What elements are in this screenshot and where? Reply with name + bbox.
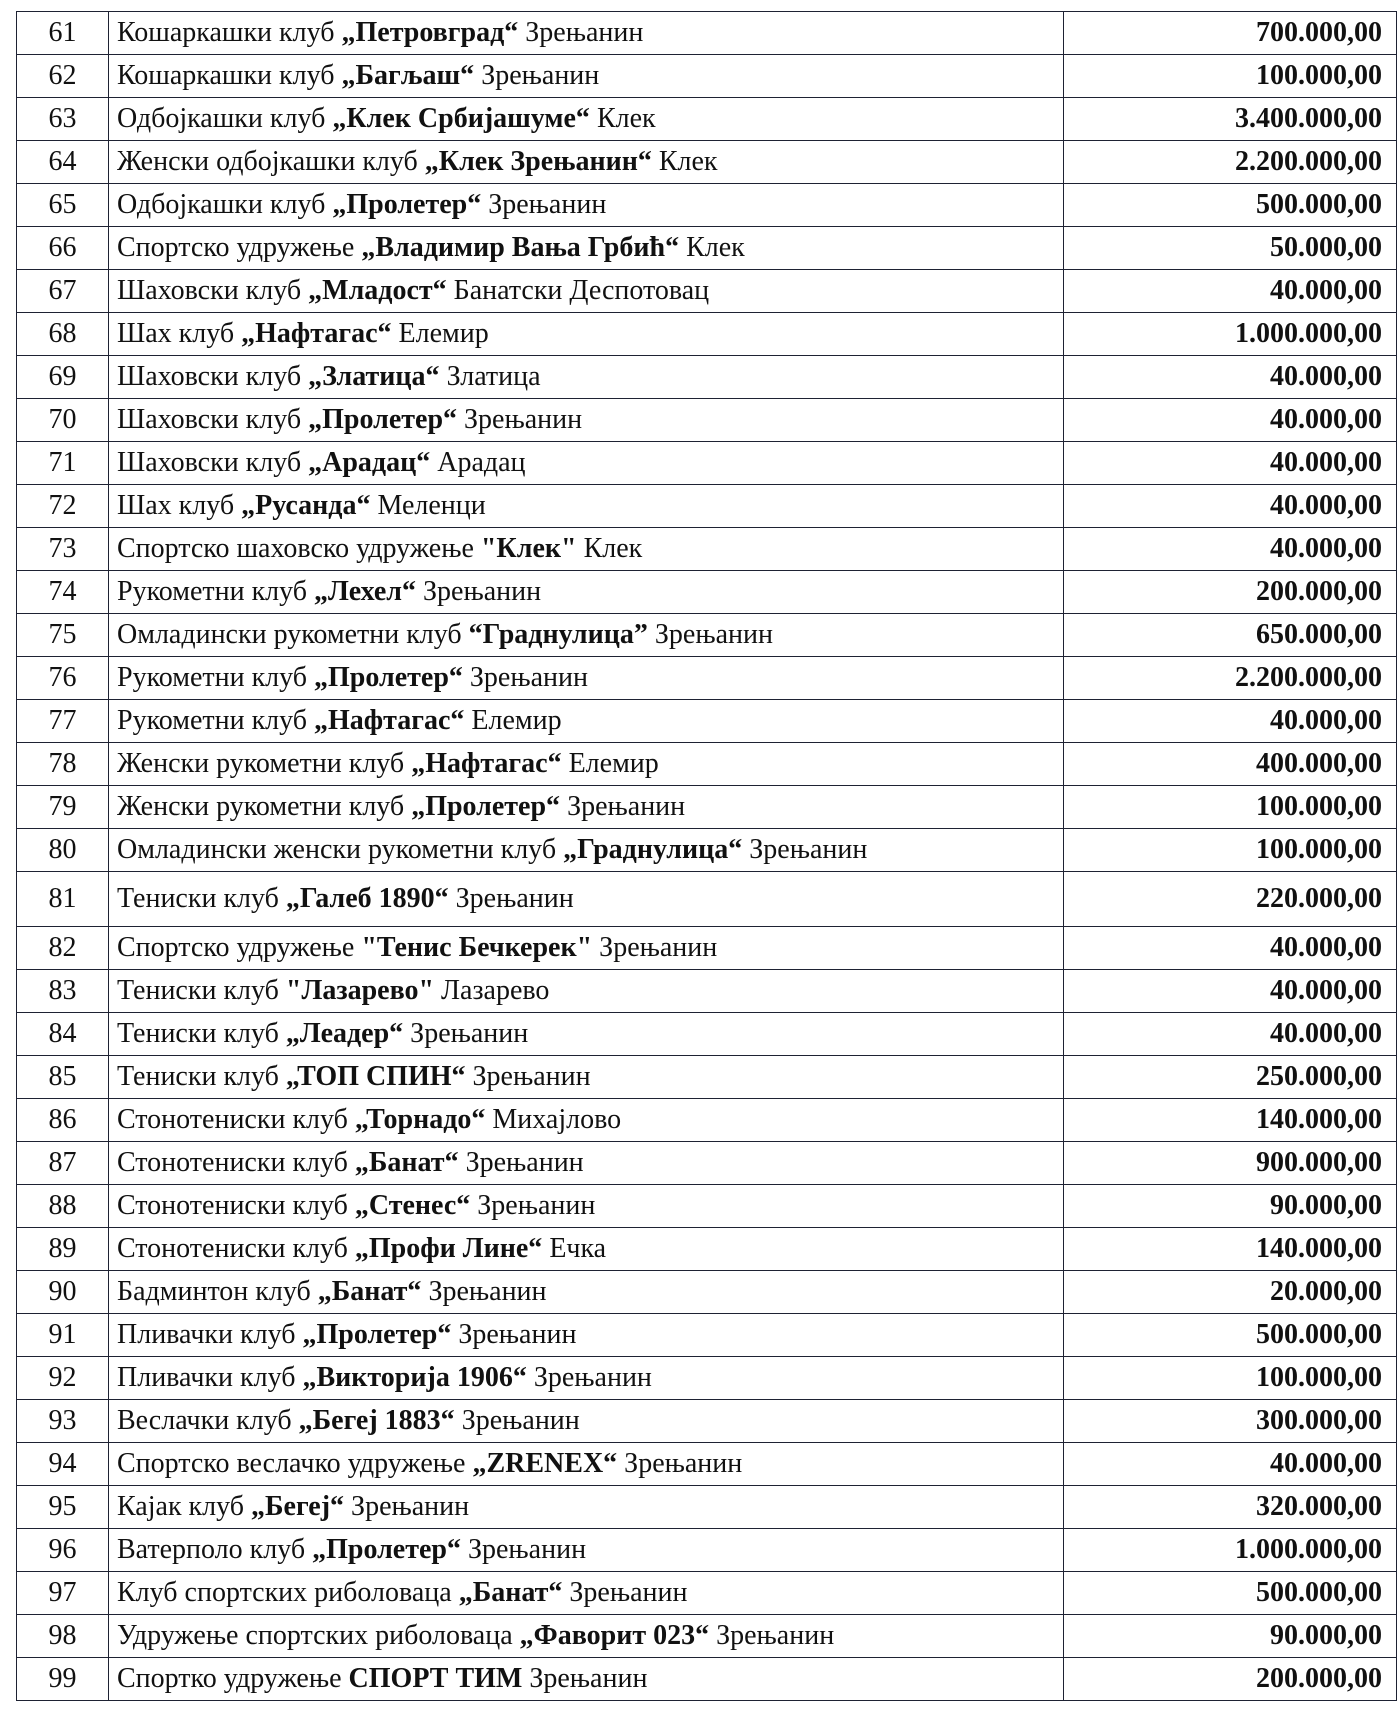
organization-title: „Торнадо“	[354, 1104, 486, 1135]
organization-title: „Пролетер“	[312, 1534, 461, 1565]
organization-name	[109, 1271, 1064, 1314]
grant-amount: 200.000,00	[1064, 1658, 1397, 1701]
organization-title: СПОРТ ТИМ	[348, 1663, 523, 1694]
organization-city: Зрењанин	[709, 1620, 835, 1651]
row-number: 62	[17, 55, 109, 98]
organization-type: Стонотениски клуб	[117, 1104, 355, 1135]
organization-title: „Профи Лине“	[354, 1233, 543, 1264]
organization-type: Спортко удружење	[117, 1663, 349, 1694]
row-number: 75	[17, 614, 109, 657]
organization-type: Кошаркашки клуб	[117, 60, 342, 91]
organization-name	[109, 485, 1064, 528]
grant-amount: 40.000,00	[1064, 270, 1397, 313]
organization-city: Зрењанин	[454, 1405, 580, 1436]
grant-amount: 700.000,00	[1064, 12, 1397, 55]
organization-name	[109, 1056, 1064, 1099]
organization-type: Омладински рукометни клуб	[117, 619, 469, 650]
grant-amount: 40.000,00	[1064, 528, 1397, 571]
row-number: 81	[17, 872, 109, 927]
grant-amount: 1.000.000,00	[1064, 313, 1397, 356]
table-row	[17, 927, 1397, 970]
organization-type: Кошаркашки клуб	[117, 17, 342, 48]
organization-type: Одбојкашки клуб	[117, 103, 333, 134]
row-number: 99	[17, 1658, 109, 1701]
grant-amount: 140.000,00	[1064, 1099, 1397, 1142]
organization-type: Кајак клуб	[117, 1491, 251, 1522]
organization-city: Зрењанин	[448, 883, 574, 914]
organization-type: Пливачки клуб	[117, 1319, 303, 1350]
organization-type: Тениски клуб	[117, 1061, 286, 1092]
organization-name	[109, 970, 1064, 1013]
organization-city: Зрењанин	[562, 1577, 688, 1608]
organization-city: Зрењанин	[592, 932, 718, 963]
row-number: 72	[17, 485, 109, 528]
organization-title: „Пролетер“	[411, 791, 561, 822]
organization-title: „Лехел“	[314, 576, 417, 607]
organization-name	[109, 1314, 1064, 1357]
row-number: 97	[17, 1572, 109, 1615]
organization-city: Зрењанин	[617, 1448, 743, 1479]
organization-name	[109, 571, 1064, 614]
organization-type: Клуб спортских риболоваца	[117, 1577, 459, 1608]
organization-title: „Клек Зрењанин“	[424, 146, 652, 177]
table-row	[17, 313, 1397, 356]
organization-name	[109, 1400, 1064, 1443]
grant-amount: 40.000,00	[1064, 970, 1397, 1013]
table-row	[17, 356, 1397, 399]
organization-name	[109, 657, 1064, 700]
table-row	[17, 270, 1397, 313]
row-number: 93	[17, 1400, 109, 1443]
table-row	[17, 872, 1397, 927]
organization-city: Зрењанин	[518, 17, 644, 48]
organization-title: „Нафтагас“	[411, 748, 562, 779]
organization-title: "Тенис Бечкерек"	[361, 932, 593, 963]
table-row	[17, 970, 1397, 1013]
organization-city: Зрењанин	[481, 189, 607, 220]
organization-city: Банатски Деспотовац	[446, 275, 710, 306]
organization-title: “Граднулица”	[468, 619, 648, 650]
grant-amount: 100.000,00	[1064, 786, 1397, 829]
organization-title: „Галеб 1890“	[285, 883, 449, 914]
organization-name	[109, 1357, 1064, 1400]
table-row	[17, 571, 1397, 614]
organization-type: Шаховски клуб	[117, 275, 309, 306]
table-row	[17, 141, 1397, 184]
organization-title: „Нафтагас“	[241, 318, 392, 349]
table-row	[17, 1271, 1397, 1314]
grant-amount: 250.000,00	[1064, 1056, 1397, 1099]
row-number: 67	[17, 270, 109, 313]
grant-amount: 500.000,00	[1064, 1314, 1397, 1357]
grant-amount: 40.000,00	[1064, 1013, 1397, 1056]
organization-name	[109, 184, 1064, 227]
organization-city: Елемир	[561, 748, 659, 779]
organization-title: „Банат“	[317, 1276, 422, 1307]
organization-title: "Лазарево"	[285, 975, 435, 1006]
organization-title: „Бегеј 1883“	[298, 1405, 455, 1436]
organization-type: Стонотениски клуб	[117, 1147, 355, 1178]
row-number: 76	[17, 657, 109, 700]
organization-name	[109, 1228, 1064, 1271]
organization-title: „Пролетер“	[302, 1319, 452, 1350]
grant-amount: 900.000,00	[1064, 1142, 1397, 1185]
organization-name	[109, 1142, 1064, 1185]
table-row	[17, 1400, 1397, 1443]
table-row	[17, 1615, 1397, 1658]
organization-type: Женски одбојкашки клуб	[117, 146, 425, 177]
organization-type: Стонотениски клуб	[117, 1190, 355, 1221]
organization-type: Ватерполо клуб	[117, 1534, 313, 1565]
row-number: 98	[17, 1615, 109, 1658]
grant-amount: 40.000,00	[1064, 1443, 1397, 1486]
row-number: 86	[17, 1099, 109, 1142]
organization-title: „Русанда“	[241, 490, 371, 521]
organization-name	[109, 270, 1064, 313]
row-number: 96	[17, 1529, 109, 1572]
organization-type: Рукометни клуб	[117, 576, 315, 607]
row-number: 83	[17, 970, 109, 1013]
table-row	[17, 227, 1397, 270]
organization-name	[109, 1658, 1064, 1701]
table-row	[17, 1185, 1397, 1228]
organization-city: Михајлово	[485, 1104, 622, 1135]
organization-title: „Багљаш“	[341, 60, 475, 91]
organization-city: Клек	[589, 103, 656, 134]
organization-city: Зрењанин	[522, 1663, 648, 1694]
organization-title: „Банат“	[354, 1147, 459, 1178]
row-number: 71	[17, 442, 109, 485]
organization-name	[109, 743, 1064, 786]
grant-amount: 140.000,00	[1064, 1228, 1397, 1271]
row-number: 78	[17, 743, 109, 786]
organization-city: Зрењанин	[742, 834, 868, 865]
organization-type: Шаховски клуб	[117, 404, 309, 435]
row-number: 82	[17, 927, 109, 970]
row-number: 90	[17, 1271, 109, 1314]
grant-amount: 100.000,00	[1064, 829, 1397, 872]
organization-type: Спортско веслачко удружење	[117, 1448, 473, 1479]
organization-city: Елемир	[464, 705, 562, 736]
grant-amount: 500.000,00	[1064, 1572, 1397, 1615]
grant-amount: 3.400.000,00	[1064, 98, 1397, 141]
row-number: 79	[17, 786, 109, 829]
table-row	[17, 1658, 1397, 1701]
organization-name	[109, 442, 1064, 485]
organization-city: Ечка	[542, 1233, 607, 1264]
organization-type: Шаховски клуб	[117, 361, 309, 392]
organization-name	[109, 141, 1064, 184]
grants-table	[16, 11, 1397, 1701]
grant-amount: 40.000,00	[1064, 442, 1397, 485]
grant-amount: 1.000.000,00	[1064, 1529, 1397, 1572]
row-number: 65	[17, 184, 109, 227]
organization-name	[109, 55, 1064, 98]
table-row	[17, 184, 1397, 227]
row-number: 70	[17, 399, 109, 442]
organization-name	[109, 786, 1064, 829]
row-number: 63	[17, 98, 109, 141]
grant-amount: 320.000,00	[1064, 1486, 1397, 1529]
organization-city: Зрењанин	[470, 1190, 596, 1221]
organization-name	[109, 12, 1064, 55]
grant-amount: 2.200.000,00	[1064, 141, 1397, 184]
table-row	[17, 528, 1397, 571]
organization-city: Зрењанин	[457, 404, 583, 435]
grant-amount: 300.000,00	[1064, 1400, 1397, 1443]
organization-name	[109, 1486, 1064, 1529]
organization-title: „Фаворит 023“	[519, 1620, 710, 1651]
table-row	[17, 1142, 1397, 1185]
table-row	[17, 1013, 1397, 1056]
organization-type: Спортско удружење	[117, 932, 362, 963]
grant-amount: 40.000,00	[1064, 399, 1397, 442]
organization-name	[109, 1615, 1064, 1658]
organization-city: Зрењанин	[416, 576, 542, 607]
table-row	[17, 399, 1397, 442]
organization-city: Зрењанин	[344, 1491, 470, 1522]
table-row	[17, 1486, 1397, 1529]
organization-title: „Леадер“	[285, 1018, 404, 1049]
grant-amount: 50.000,00	[1064, 227, 1397, 270]
organization-city: Зрењанин	[560, 791, 686, 822]
table-row	[17, 743, 1397, 786]
organization-type: Спортско шаховско удружење	[117, 533, 481, 564]
table-row	[17, 12, 1397, 55]
row-number: 94	[17, 1443, 109, 1486]
table-row	[17, 55, 1397, 98]
organization-title: „Пролетер“	[332, 189, 482, 220]
organization-city: Зрењанин	[403, 1018, 529, 1049]
organization-name	[109, 528, 1064, 571]
organization-type: Женски рукометни клуб	[117, 748, 412, 779]
organization-name	[109, 614, 1064, 657]
row-number: 92	[17, 1357, 109, 1400]
organization-city: Клек	[576, 533, 643, 564]
organization-name	[109, 1185, 1064, 1228]
organization-type: Бадминтон клуб	[117, 1276, 318, 1307]
organization-title: „Викторија 1906“	[302, 1362, 527, 1393]
organization-title: „Пролетер“	[308, 404, 458, 435]
organization-city: Зрењанин	[647, 619, 773, 650]
organization-type: Омладински женски рукометни клуб	[117, 834, 564, 865]
table-row	[17, 442, 1397, 485]
row-number: 74	[17, 571, 109, 614]
organization-name	[109, 829, 1064, 872]
organization-city: Зрењанин	[458, 1147, 584, 1178]
row-number: 95	[17, 1486, 109, 1529]
organization-name	[109, 313, 1064, 356]
organization-type: Одбојкашки клуб	[117, 189, 333, 220]
organization-city: Златица	[439, 361, 541, 392]
table-row	[17, 1443, 1397, 1486]
row-number: 80	[17, 829, 109, 872]
organization-city: Зрењанин	[465, 1061, 591, 1092]
row-number: 88	[17, 1185, 109, 1228]
organization-name	[109, 1099, 1064, 1142]
row-number: 77	[17, 700, 109, 743]
organization-title: „Златица“	[308, 361, 440, 392]
table-row	[17, 1529, 1397, 1572]
grant-amount: 90.000,00	[1064, 1615, 1397, 1658]
row-number: 66	[17, 227, 109, 270]
grant-amount: 40.000,00	[1064, 927, 1397, 970]
organization-name	[109, 356, 1064, 399]
organization-title: „Бегеј“	[251, 1491, 345, 1522]
organization-title: „Нафтагас“	[314, 705, 465, 736]
organization-title: „Банат“	[458, 1577, 563, 1608]
organization-type: Шах клуб	[117, 318, 242, 349]
row-number: 69	[17, 356, 109, 399]
organization-name	[109, 98, 1064, 141]
row-number: 64	[17, 141, 109, 184]
organization-type: Спортско удружење	[117, 232, 362, 263]
table-row	[17, 1099, 1397, 1142]
table-row	[17, 485, 1397, 528]
row-number: 91	[17, 1314, 109, 1357]
organization-title: "Клек"	[480, 533, 577, 564]
organization-type: Удружење спортских риболоваца	[117, 1620, 520, 1651]
organization-type: Тениски клуб	[117, 883, 286, 914]
table-row	[17, 1056, 1397, 1099]
organization-title: „ZRENEX“	[472, 1448, 618, 1479]
grant-amount: 400.000,00	[1064, 743, 1397, 786]
organization-title: „Пролетер“	[314, 662, 463, 693]
table-row	[17, 1314, 1397, 1357]
organization-city: Клек	[679, 232, 745, 263]
organization-city: Лазарево	[434, 975, 550, 1006]
organization-title: „Владимир Вања Грбић“	[361, 232, 680, 263]
organization-type: Рукометни клуб	[117, 705, 315, 736]
grant-amount: 40.000,00	[1064, 485, 1397, 528]
row-number: 87	[17, 1142, 109, 1185]
row-number: 85	[17, 1056, 109, 1099]
grant-amount: 40.000,00	[1064, 356, 1397, 399]
organization-city: Зрењанин	[462, 662, 588, 693]
organization-title: „Клек Србијашуме“	[332, 103, 590, 134]
grant-amount: 20.000,00	[1064, 1271, 1397, 1314]
organization-city: Елемир	[391, 318, 489, 349]
organization-type: Шах клуб	[117, 490, 242, 521]
table-row	[17, 700, 1397, 743]
organization-title: „ТОП СПИН“	[285, 1061, 466, 1092]
table-row	[17, 614, 1397, 657]
table-row	[17, 1357, 1397, 1400]
organization-name	[109, 399, 1064, 442]
organization-title: „Арадац“	[308, 447, 431, 478]
organization-name	[109, 1529, 1064, 1572]
table-row	[17, 657, 1397, 700]
organization-name	[109, 700, 1064, 743]
grant-amount: 220.000,00	[1064, 872, 1397, 927]
organization-type: Стонотениски клуб	[117, 1233, 355, 1264]
table-row	[17, 1572, 1397, 1615]
organization-city: Зрењанин	[460, 1534, 587, 1565]
organization-type: Пливачки клуб	[117, 1362, 303, 1393]
organization-type: Шаховски клуб	[117, 447, 309, 478]
organization-title: „Младост“	[308, 275, 447, 306]
organization-type: Тениски клуб	[117, 975, 286, 1006]
grant-amount: 2.200.000,00	[1064, 657, 1397, 700]
row-number: 89	[17, 1228, 109, 1271]
organization-title: „Граднулица“	[563, 834, 743, 865]
grant-amount: 100.000,00	[1064, 55, 1397, 98]
table-row	[17, 1228, 1397, 1271]
row-number: 68	[17, 313, 109, 356]
grant-amount: 100.000,00	[1064, 1357, 1397, 1400]
organization-name	[109, 872, 1064, 927]
organization-city: Меленци	[370, 490, 486, 521]
table-row	[17, 98, 1397, 141]
grant-amount: 200.000,00	[1064, 571, 1397, 614]
row-number: 61	[17, 12, 109, 55]
organization-city: Зрењанин	[421, 1276, 547, 1307]
organization-type: Рукометни клуб	[117, 662, 315, 693]
grant-amount: 650.000,00	[1064, 614, 1397, 657]
organization-name	[109, 1013, 1064, 1056]
organization-city: Арадац	[430, 447, 526, 478]
organization-title: „Стенес“	[354, 1190, 471, 1221]
organization-city: Зрењанин	[451, 1319, 577, 1350]
organization-name	[109, 1572, 1064, 1615]
organization-name	[109, 927, 1064, 970]
organization-type: Веслачки клуб	[117, 1405, 299, 1436]
organization-type: Женски рукометни клуб	[117, 791, 412, 822]
grants-table-body	[17, 12, 1397, 1701]
table-row	[17, 829, 1397, 872]
grant-amount: 40.000,00	[1064, 700, 1397, 743]
grant-amount: 90.000,00	[1064, 1185, 1397, 1228]
organization-city: Зрењанин	[474, 60, 600, 91]
organization-type: Тениски клуб	[117, 1018, 286, 1049]
organization-city: Клек	[651, 146, 718, 177]
table-row	[17, 786, 1397, 829]
organization-name	[109, 1443, 1064, 1486]
row-number: 84	[17, 1013, 109, 1056]
organization-city: Зрењанин	[526, 1362, 652, 1393]
grant-amount: 500.000,00	[1064, 184, 1397, 227]
organization-name	[109, 227, 1064, 270]
organization-title: „Петровград“	[341, 17, 519, 48]
row-number: 73	[17, 528, 109, 571]
